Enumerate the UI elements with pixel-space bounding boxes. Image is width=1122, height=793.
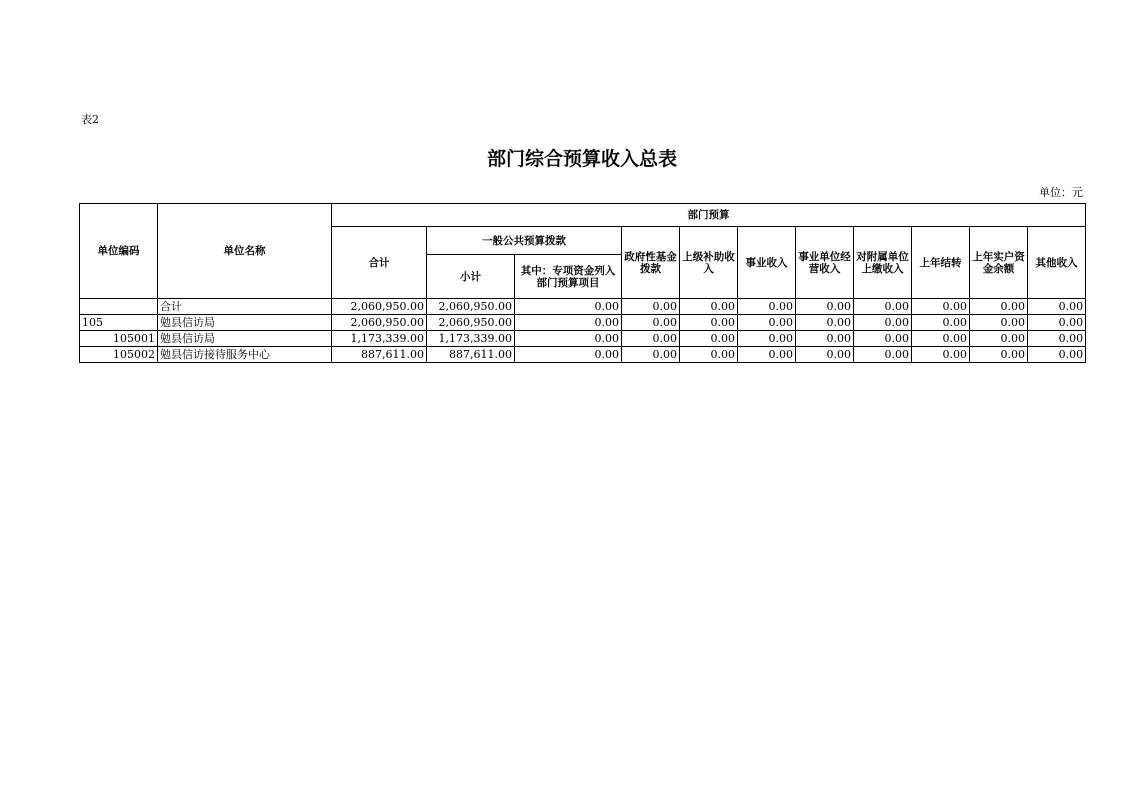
cell-special: 0.00 [515,299,622,315]
table-row [80,347,1086,363]
unit-label: 单位：元 [1039,186,1083,199]
header-subsidiary-income: 对附属单位上缴收入 [854,227,912,299]
header-dept-budget: 部门预算 [332,204,1086,227]
cell-operating: 0.00 [796,347,854,363]
cell-superior: 0.00 [680,347,738,363]
cell-balance: 0.00 [970,299,1028,315]
header-total: 合计 [332,227,427,299]
cell-other: 0.00 [1028,347,1086,363]
cell-subtotal: 1,173,339.00 [427,331,515,347]
header-career-income: 事业收入 [738,227,796,299]
cell-superior: 0.00 [680,299,738,315]
cell-gov-fund: 0.00 [622,299,680,315]
cell-superior: 0.00 [680,315,738,331]
cell-carryover: 0.00 [912,315,970,331]
cell-subtotal: 2,060,950.00 [427,299,515,315]
cell-balance: 0.00 [970,315,1028,331]
cell-special: 0.00 [515,347,622,363]
cell-special: 0.00 [515,331,622,347]
page-title: 部门综合预算收入总表 [486,148,677,170]
header-name: 单位名称 [158,204,332,299]
cell-other: 0.00 [1028,315,1086,331]
cell-subsidiary: 0.00 [854,347,912,363]
header-gov-fund: 政府性基金拨款 [622,227,680,299]
cell-name: 勉县信访局 [158,315,332,331]
cell-operating: 0.00 [796,315,854,331]
header-career-operating: 事业单位经营收入 [796,227,854,299]
cell-name: 勉县信访局 [158,331,332,347]
cell-operating: 0.00 [796,299,854,315]
cell-total: 1,173,339.00 [332,331,427,347]
cell-career: 0.00 [738,299,796,315]
cell-subtotal: 887,611.00 [427,347,515,363]
cell-other: 0.00 [1028,299,1086,315]
cell-code: 105 [80,315,158,331]
cell-name: 勉县信访接待服务中心 [158,347,332,363]
cell-gov-fund: 0.00 [622,315,680,331]
header-general-budget: 一般公共预算拨款 [427,227,622,255]
table-number: 表2 [81,113,99,126]
table-row-total [80,299,1086,315]
cell-special: 0.00 [515,315,622,331]
header-special-fund: 其中：专项资金列入部门预算项目 [515,255,622,299]
cell-subsidiary: 0.00 [854,299,912,315]
table-row [80,315,1086,331]
header-subtotal: 小计 [427,255,515,299]
cell-carryover: 0.00 [912,299,970,315]
header-superior-subsidy: 上级补助收入 [680,227,738,299]
cell-gov-fund: 0.00 [622,347,680,363]
cell-superior: 0.00 [680,331,738,347]
cell-name: 合计 [158,299,332,315]
cell-total: 887,611.00 [332,347,427,363]
cell-carryover: 0.00 [912,347,970,363]
cell-career: 0.00 [738,331,796,347]
cell-total: 2,060,950.00 [332,299,427,315]
table-row [80,331,1086,347]
cell-code [80,299,158,315]
cell-code: 105001 [80,331,158,347]
cell-total: 2,060,950.00 [332,315,427,331]
header-other-income: 其他收入 [1028,227,1086,299]
header-last-year-balance: 上年实户资金余额 [970,227,1028,299]
cell-gov-fund: 0.00 [622,331,680,347]
cell-carryover: 0.00 [912,331,970,347]
cell-career: 0.00 [738,347,796,363]
header-last-year-carryover: 上年结转 [912,227,970,299]
cell-subsidiary: 0.00 [854,331,912,347]
cell-operating: 0.00 [796,331,854,347]
budget-income-table [79,203,1086,363]
cell-code: 105002 [80,347,158,363]
cell-balance: 0.00 [970,331,1028,347]
cell-subsidiary: 0.00 [854,315,912,331]
cell-career: 0.00 [738,315,796,331]
cell-subtotal: 2,060,950.00 [427,315,515,331]
cell-other: 0.00 [1028,331,1086,347]
header-code: 单位编码 [80,204,158,299]
cell-balance: 0.00 [970,347,1028,363]
